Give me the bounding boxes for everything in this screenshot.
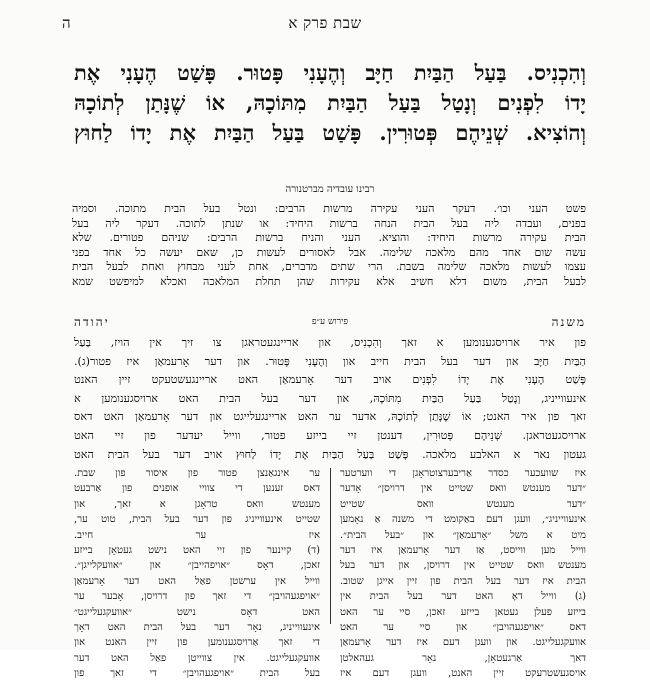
translation-line: הַבַּיִת חַיָּב און דער בעל הבית חייב און וְהֶעָנִי פָּטוּר. און דער אָרעמאַן איז פטור(ג). (74, 354, 586, 368)
translation-heading (74, 315, 586, 331)
footnote-line: ווייל אין ערשטן פאַל האט דער אָרעמאַן (74, 575, 320, 587)
footnote-line: (ג) ווייל דאָ האט דער בעל הבית אין (340, 591, 586, 603)
commentary-line: עצמו לעשות מלאכה שלימה בשבת. הרי שתים מדברים, אחת לעני מבחוץ ואחת לבעל הבית (72, 260, 586, 273)
footnote-line: די זאך אַרויסגענומען פון זיין האנט און (74, 637, 320, 649)
footnotes (74, 466, 586, 680)
footnote-line: דאס ״אויפגעהויבן״ און סיי ער האט (340, 622, 586, 634)
translation-line: זאך פון איר האנט; אוֹ שֶׁנָּתַן לְתוֹכָהּ, אדער ער האט אריינגעלייגט און דער אָרעמאַן האט דאס (74, 410, 586, 424)
heading-subtitle: פירוש ע״פ (311, 317, 349, 327)
page-number: ה (62, 14, 71, 32)
heading-yehuda: יהודה (74, 315, 110, 329)
footnote-line: ״דער מענטש וואס שטייט אין דרויסן״ אָדער (340, 483, 586, 495)
translation-line: געטון נאר א האלבע מלאכה. פָּשַׁט בַּעַל הַבַּיִת אֶת יָדוֹ לַחוּץ אויב דער בעל הבית האט (74, 447, 586, 461)
footnote-line: מיט א משל ״אָרעמאַן״ און ״בעל הבית״. (340, 529, 586, 541)
mishnah-text (74, 58, 586, 148)
commentary-line: פשט העני וכו׳. דעקר העני עקירה מרשות הרבים: ונטל בעל הבית מתוכה. וסמיה (72, 202, 586, 215)
translation-line: אינעווייניג, וְנָטַל בַּעַל הַבַּיִת מִתּוֹכָהּ, און דער בעל הבית האט ארויסגענומען א (74, 391, 586, 405)
footnote-line: אינעווייניג״, וועגן דעם באַקומט די משנה אַ נאָמען (340, 514, 586, 526)
footnote-line: מענטש וואס טראָגן א זאך, און (74, 498, 320, 510)
footnote-line: מענטש וואס שטייט אין דרויסן, און דער בעל (340, 560, 586, 572)
footnote-line: בעל הבית ״אויפגעהויבן״ די זאך פון (74, 668, 320, 680)
footnotes-right-column (340, 466, 586, 682)
translation-line: פָּשַׁט הֶעָנִי אֶת יָדוֹ לִפְנִים אויב דער אָרעמאַן האט אריינגעשטעקט זיין האנט (74, 373, 586, 387)
commentary-title: רבינו עובדיה מברטנורה (285, 184, 375, 195)
translation-line: ארויסגעטראגן. שְׁנֵיהֶם פְּטוּרִין, דענטן זיי בייזע פטור, ווייל יעדער פון זיי האט (74, 428, 586, 442)
translation-line: פון איר ארויסגענומען א זאך וְהִכְנִיס, און אריינגעטראגן צו זיך אין הויז, בַּעַל (74, 336, 586, 349)
mishnah-line: וְהִכְנִיס. בַּעַל הַבַּיִת חַיָּב וְהֶעָנִי פָּטוּר. פָּשַׁט הֶעָנִי אֶת (74, 60, 586, 85)
footnote-line: ״אויפגעהויבן״ די זאך פון דרויסן, אָבער ער (74, 591, 320, 603)
yiddish-translation (74, 334, 586, 464)
commentary-line: הבית עקירה מרשות היחיד: והוציא. העני והניח ברשות הרבים: שניהם פטורים. שלא (72, 231, 586, 244)
footnote-line: איז שוועכער כסדר אַריבערצוטראָגן די ווערטער (340, 468, 586, 479)
footnote-line: ווייל מען ווייסט, אַז דער אָרעמאַן איז דער (340, 545, 586, 557)
mishnah-line: וְהוֹצִיא. שְׁנֵיהֶם פְּטוּרִין. פָּשַׁט בַּעַל הַבַּיִת אֶת יָדוֹ לַחוּץ (74, 120, 586, 145)
footnote-line: שטייט אינעווייניג פון דער בעל הבית, טוט ער, (74, 514, 320, 526)
column-divider (330, 468, 331, 624)
footnote-line: דאס זענען די צוויי אופנים פון אַרבעט (74, 483, 320, 495)
footnote-line: הבית איז דער בעל הבית פון זיין אייגן שטוב. (340, 575, 586, 587)
footnote-line: איז ער חייב. (74, 529, 320, 541)
footnote-line: ״דער מענטש וואס שטייט (340, 498, 586, 510)
heading-mishnah: משנה (551, 315, 586, 329)
mishnah-line: יָדוֹ לִפְנִים וְנָטַל בַּעַל הַבַּיִת מִתּוֹכָהּ, אוֹ שֶׁנָּתַן לְתוֹכָהּ (74, 90, 586, 115)
footnote-line: אוועקגעלייגט. און וועגן דעם איז דער אָרעמאַן (340, 637, 586, 649)
commentary-line: בפנים, ועבדה ליה בעל הבית הנחה ברשות היחיד: או שנתן לתוכה. דעקר ליה בעל (72, 216, 586, 230)
commentary-text (72, 202, 586, 289)
footnotes-left-column (74, 466, 320, 682)
footnote-line: האט דאָס נישט ״אוועקגעלייגט״ (74, 606, 320, 618)
footnote-line: דאך אַרגעטאָן, נאָר געהאלטן (340, 652, 586, 664)
footnote-line: ער אינגאַנצן פטור פון איסור פון שבת. (74, 468, 320, 479)
footnote-line: זאכן, דאָס ״אויפהייבן״ און ״אוועקלייגן״. (74, 560, 320, 572)
running-title: שבת פרק א (288, 14, 362, 32)
footnote-line: אויסגעשטרעקט זיין האנט, וועגן דעם איז (340, 668, 586, 680)
footnote-line: אינעווייניג, נאָר דער בעל הבית האט דאָך (74, 622, 320, 634)
page-header (62, 14, 588, 36)
footnote-line: בייזע פעלן געטאן בייזע זאכן, סיי ער האט (340, 606, 586, 618)
commentary-line: לבעל הבית, משום דלא חשיב אלא עקירות שהן תחלת המלאכה ואכלא למיפשט שמא (72, 274, 586, 288)
footnote-line: אוועקגעלייגט. אין צווייטן פאַל האט דער (74, 652, 320, 664)
footnote-line: (ד) קיינער פון זיי האט נישט געטאָן בייזע (74, 545, 320, 557)
commentary-line: עשה שום אחד מהם מלאכה שלימה. אבל לאסורים לעשות כן, שאם יעשה כל אחד בפני (72, 245, 586, 259)
